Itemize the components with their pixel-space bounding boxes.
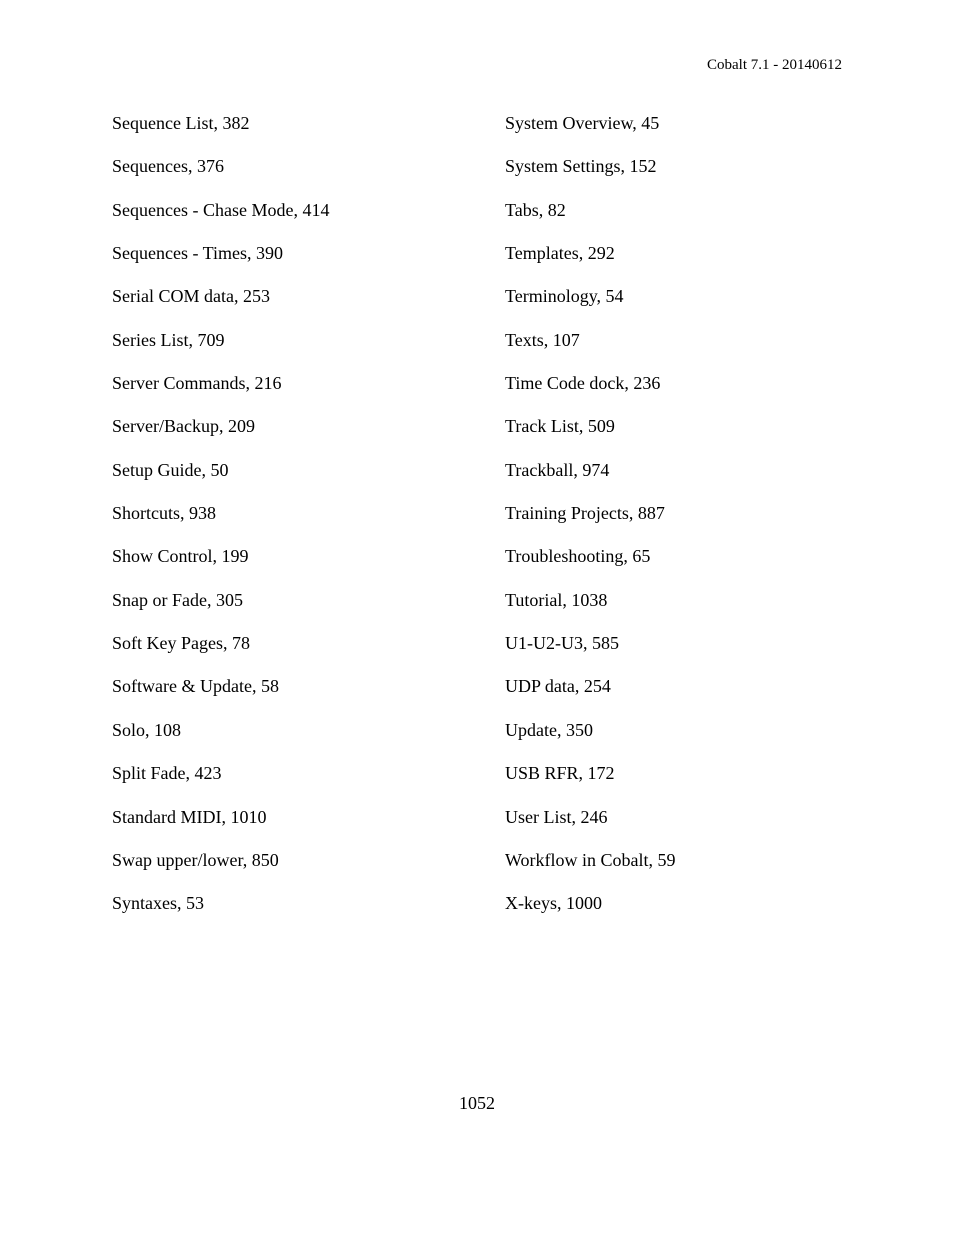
index-entry: USB RFR, 172 (505, 763, 615, 784)
index-entry: UDP data, 254 (505, 676, 611, 697)
index-entry: Workflow in Cobalt, 59 (505, 849, 676, 870)
index-entry: Tabs, 82 (505, 199, 566, 220)
index-entry: Setup Guide, 50 (112, 459, 229, 480)
index-entry: Training Projects, 887 (505, 503, 665, 524)
index-entry: Soft Key Pages, 78 (112, 633, 250, 654)
index-entry: Texts, 107 (505, 329, 580, 350)
index-entry: Serial COM data, 253 (112, 286, 270, 307)
index-entry: System Settings, 152 (505, 156, 657, 177)
index-entry: Software & Update, 58 (112, 676, 279, 697)
index-entry: Sequence List, 382 (112, 113, 250, 133)
index-entry: Show Control, 199 (112, 546, 249, 567)
index-entry: Shortcuts, 938 (112, 503, 217, 524)
index-entry: Sequences, 376 (112, 156, 224, 177)
index-column-left (112, 112, 492, 936)
index-entry: Templates, 292 (505, 243, 615, 264)
index-entry: Server/Backup, 209 (112, 416, 255, 437)
index-entry: X-keys, 1000 (505, 893, 602, 914)
index-entry: Snap or Fade, 305 (112, 589, 243, 610)
running-header: Cobalt 7.1 - 20140612 (707, 57, 842, 73)
index-entry: Syntaxes, 53 (112, 893, 204, 914)
index-entry: Swap upper/lower, 850 (112, 849, 279, 870)
index-entry: User List, 246 (505, 806, 608, 827)
index-entry: U1-U2-U3, 585 (505, 633, 619, 654)
index-entry: Standard MIDI, 1010 (112, 806, 267, 827)
index-entry: Solo, 108 (112, 719, 182, 740)
index-entry: Sequences - Times, 390 (112, 243, 283, 264)
index-entry: Series List, 709 (112, 329, 225, 350)
index-entry: Trackball, 974 (505, 459, 610, 480)
index-column-right (505, 112, 845, 936)
index-entry: Update, 350 (505, 719, 593, 740)
index-entry: Troubleshooting, 65 (505, 546, 651, 567)
index-entry: Server Commands, 216 (112, 373, 282, 394)
index-entry: Track List, 509 (505, 416, 615, 437)
index-entry: System Overview, 45 (505, 113, 660, 133)
index-entry: Sequences - Chase Mode, 414 (112, 199, 330, 220)
index-entry: Terminology, 54 (505, 286, 624, 307)
page-number: 1052 (459, 1093, 495, 1113)
index-entry: Tutorial, 1038 (505, 589, 608, 610)
index-entry: Split Fade, 423 (112, 763, 222, 784)
index-entry: Time Code dock, 236 (505, 373, 661, 394)
